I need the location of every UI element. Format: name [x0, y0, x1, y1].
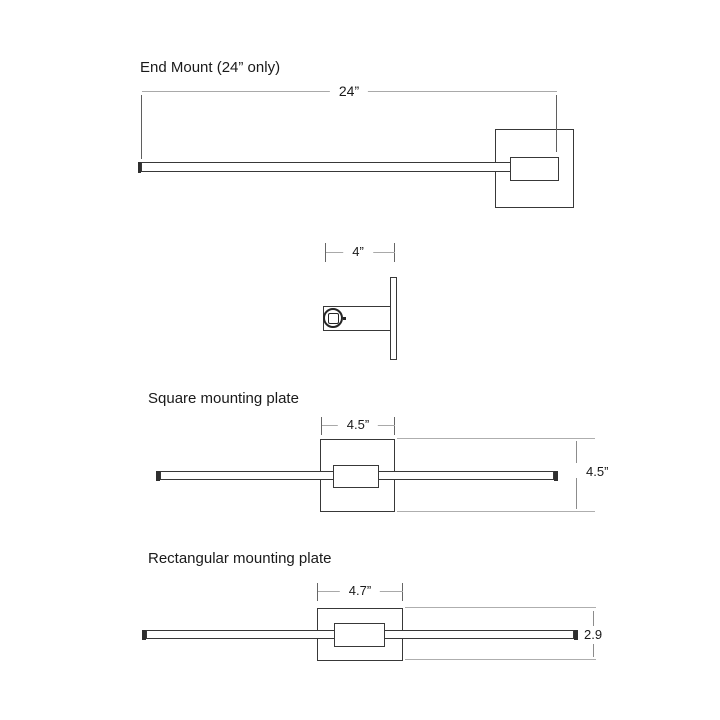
side-view-set-screw-dot: [343, 317, 346, 320]
end-mount-light-bar: [141, 162, 512, 172]
rect-plate-height-extension-top: [405, 607, 596, 608]
rect-plate-height-dimension-label: 2.9: [584, 627, 603, 642]
rect-plate-bar-end-cap-right: [574, 630, 578, 640]
square-plate-height-extension-bottom: [397, 511, 595, 512]
end-mount-title: End Mount (24” only): [140, 59, 281, 76]
square-plate-height-dimension-line-bottom: [576, 478, 577, 509]
rect-plate-height-dimension-line-top: [593, 611, 594, 626]
square-plate-tick-left: [321, 417, 322, 435]
end-mount-extension-line-right: [556, 95, 557, 152]
square-plate-height-dimension-label: 4.5”: [586, 464, 609, 479]
rect-plate-tick-left: [317, 583, 318, 601]
end-mount-extension-line-left: [141, 95, 142, 159]
square-plate-title: Square mounting plate: [148, 390, 299, 407]
rect-plate-title: Rectangular mounting plate: [148, 550, 332, 567]
rect-plate-bar-end-cap-left: [142, 630, 146, 640]
square-plate-bar-end-cap-right: [554, 471, 558, 481]
square-plate-height-extension-top: [397, 438, 595, 439]
rect-plate-height-dimension-line-bottom: [593, 644, 594, 657]
side-view-led-square: [328, 313, 339, 324]
end-mount-bar-end-cap: [138, 162, 142, 173]
end-mount-width-dimension-label: 24”: [330, 84, 368, 99]
square-plate-tick-right: [394, 417, 395, 435]
rect-plate-width-dimension-label: 4.7”: [340, 584, 380, 598]
square-plate-width-dimension-label: 4.5”: [338, 418, 378, 432]
side-view-wall-plate-edge: [390, 277, 397, 360]
rect-plate-height-extension-bottom: [405, 659, 596, 660]
side-view-depth-dimension-label: 4”: [343, 245, 373, 259]
rect-plate-tick-right: [402, 583, 403, 601]
square-plate-height-dimension-line-top: [576, 441, 577, 463]
rect-plate-driver-box: [334, 623, 385, 647]
end-mount-driver-box: [510, 157, 559, 181]
square-plate-driver-box: [333, 465, 379, 488]
square-plate-bar-end-cap-left: [156, 471, 160, 481]
